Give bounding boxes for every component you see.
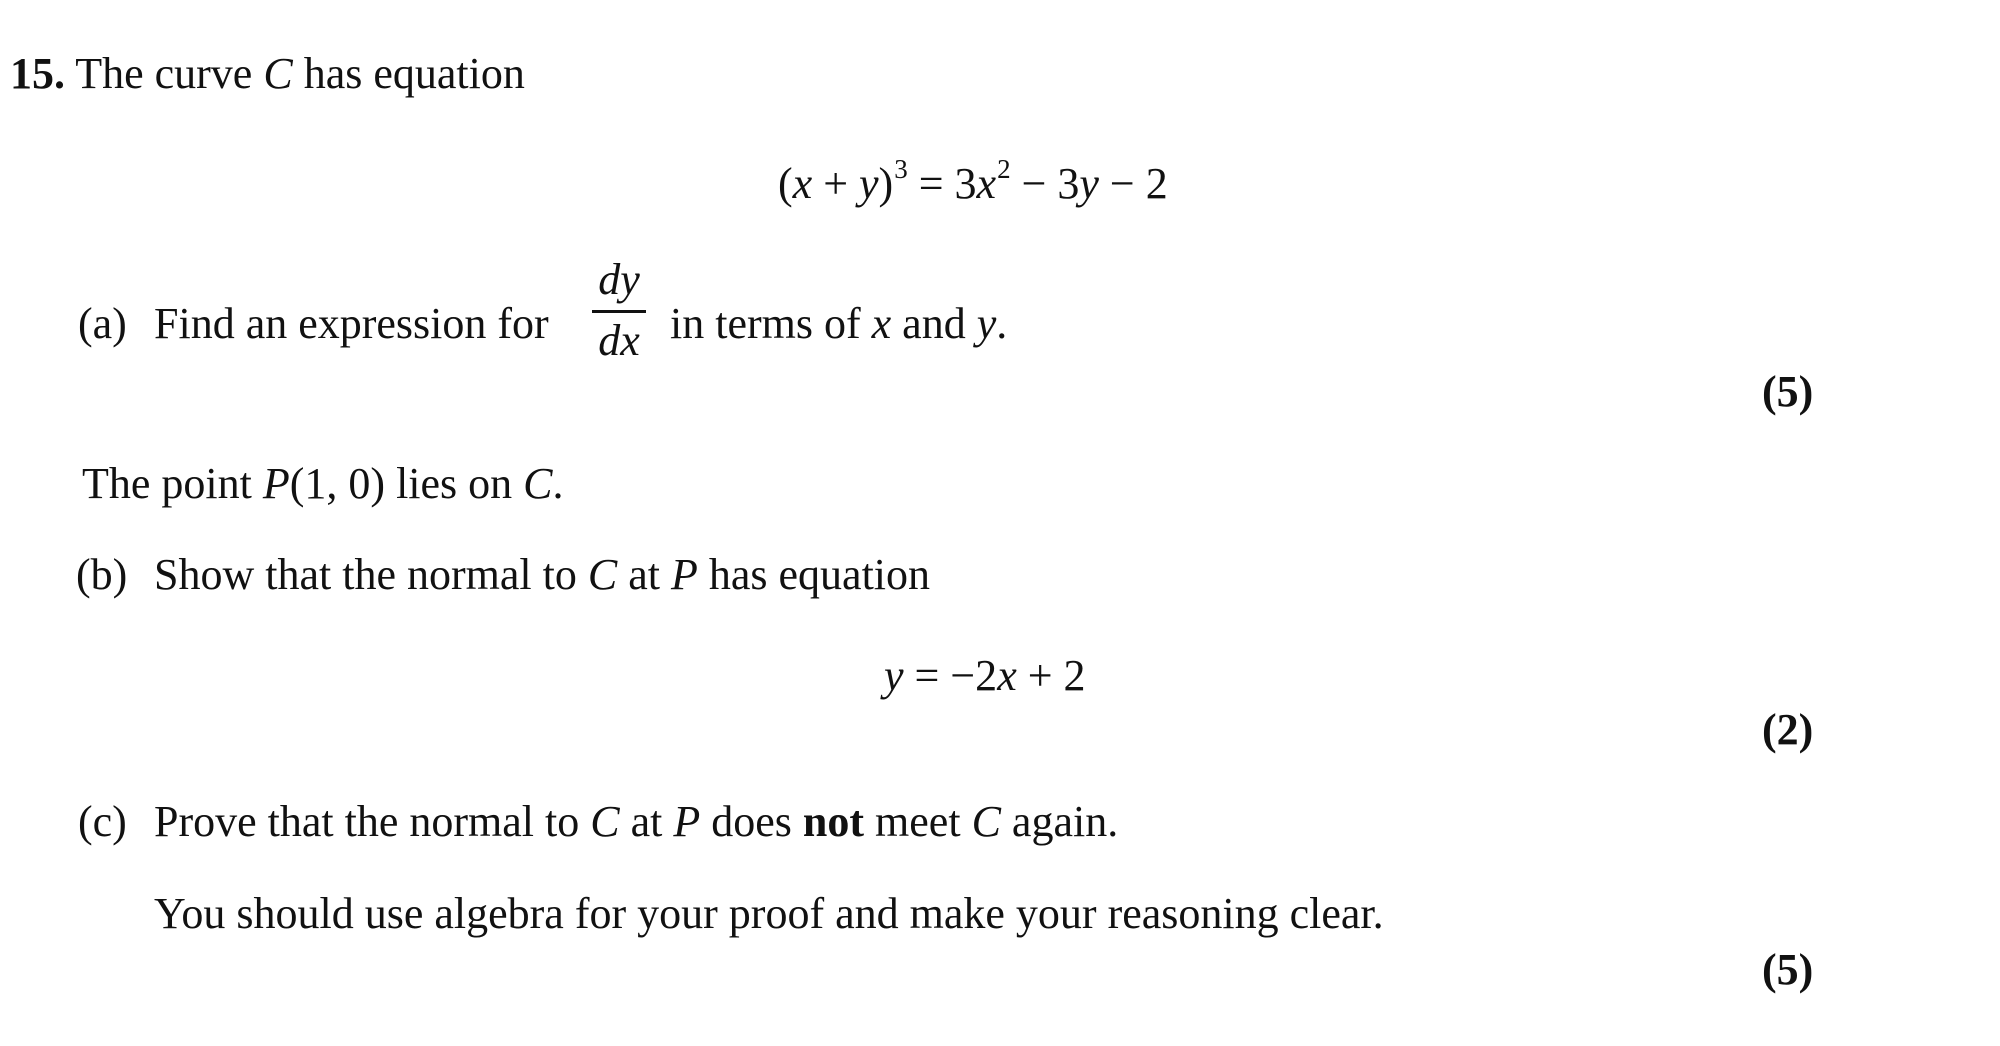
power-2: 2	[997, 154, 1011, 184]
point-coordinates: (1, 0)	[289, 459, 386, 508]
point-name: P	[670, 550, 698, 599]
text: at	[630, 797, 663, 846]
intro-text-end: has equation	[303, 49, 525, 98]
minus-sign: −	[1021, 159, 1047, 208]
plus-sign: +	[1027, 651, 1053, 700]
part-a-text-after	[670, 299, 1008, 348]
normal-equation	[884, 651, 1086, 700]
text: has equation	[708, 550, 931, 599]
paren-close: )	[878, 159, 894, 208]
part-b-label: (b)	[76, 550, 128, 599]
equals-sign: =	[914, 651, 940, 700]
point-name: P	[262, 459, 290, 508]
var-y: y	[884, 651, 904, 700]
var-y: y	[859, 159, 879, 208]
point-name: P	[673, 797, 701, 846]
text-in-terms-of: in terms of	[670, 299, 861, 348]
curve-name: C	[971, 797, 1001, 846]
text-and: and	[902, 299, 966, 348]
constant: 2	[1145, 159, 1168, 208]
curve-name: C	[590, 797, 620, 846]
var-x: x	[997, 651, 1017, 700]
text: does	[711, 797, 792, 846]
coefficient: −2	[950, 651, 998, 700]
part-a-label: (a)	[78, 299, 127, 348]
period: .	[552, 459, 564, 508]
text: lies on	[396, 459, 513, 508]
equals-sign: =	[918, 159, 944, 208]
question-header	[10, 49, 525, 98]
text: at	[628, 550, 660, 599]
curve-name: C	[587, 550, 618, 599]
coefficient: 3	[1057, 159, 1080, 208]
var-x: x	[976, 159, 997, 208]
fraction-numerator: dy	[598, 255, 640, 304]
text: again.	[1011, 797, 1119, 846]
question-number: 15.	[10, 49, 65, 98]
minus-sign: −	[1109, 159, 1135, 208]
fraction-bar	[592, 310, 646, 313]
coefficient: 3	[954, 159, 977, 208]
period: .	[996, 299, 1008, 348]
part-a-marks: (5)	[1762, 367, 1814, 416]
var-x: x	[871, 299, 892, 348]
text: Prove that the normal to	[154, 797, 580, 846]
part-b-marks: (2)	[1762, 705, 1814, 754]
emphasis-not: not	[802, 797, 865, 846]
curve-equation	[778, 154, 1168, 208]
text: meet	[875, 797, 961, 846]
constant: 2	[1063, 651, 1086, 700]
part-c-label: (c)	[78, 797, 127, 846]
part-a-text-before: Find an expression for	[154, 299, 549, 348]
var-x: x	[792, 159, 813, 208]
curve-name: C	[523, 459, 553, 508]
part-c-instruction: You should use algebra for your proof and make your reasoning clear.	[154, 889, 1384, 938]
fraction-denominator: dx	[598, 316, 640, 365]
text: The point	[82, 459, 252, 508]
power-3: 3	[894, 154, 908, 184]
intro-text: The curve	[75, 49, 253, 98]
part-c-text	[154, 797, 1119, 846]
paren-open: (	[778, 159, 793, 208]
point-statement	[82, 459, 564, 508]
derivative-fraction	[592, 255, 646, 365]
plus-sign: +	[823, 159, 849, 208]
var-y: y	[976, 299, 997, 348]
part-c-marks: (5)	[1762, 945, 1814, 994]
curve-name: C	[263, 49, 293, 98]
var-y: y	[1079, 159, 1099, 208]
part-b-text	[154, 550, 931, 599]
text: Show that the normal to	[154, 550, 577, 599]
